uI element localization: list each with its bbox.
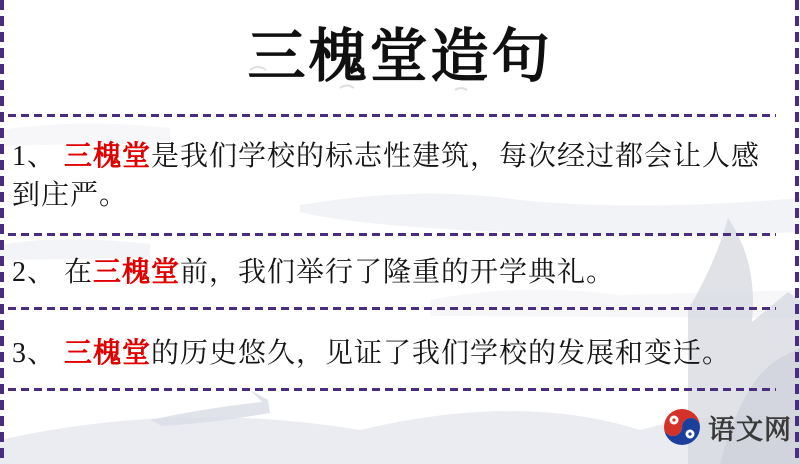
sentence-3 xyxy=(0,310,800,388)
yuwen-logo[interactable] xyxy=(662,407,792,447)
left-dashed-border xyxy=(0,0,4,464)
sentence-2 xyxy=(0,236,800,307)
sentence-2-keyword: 三槐堂 xyxy=(93,257,181,288)
logo-text: 语文网 xyxy=(708,414,792,445)
sentence-3-number: 3、 xyxy=(12,338,57,369)
title-row xyxy=(0,0,800,114)
page-title: 三槐堂造句 xyxy=(247,24,553,89)
sentence-1-text: 是我们学校的标志性建筑，每次经过都会让人感到庄严。 xyxy=(12,141,761,211)
sentence-1 xyxy=(0,117,800,233)
sentence-2-text: 前，我们举行了隆重的开学典礼。 xyxy=(180,257,616,288)
yinyang-fish-logo-icon xyxy=(662,407,702,447)
sentence-1-keyword: 三槐堂 xyxy=(64,141,152,172)
sentence-1-number: 1、 xyxy=(12,141,57,172)
sentence-3-text: 的历史悠久，见证了我们学校的发展和变迁。 xyxy=(151,338,732,369)
right-dashed-border xyxy=(795,0,799,464)
sentence-3-keyword: 三槐堂 xyxy=(64,338,152,369)
sentence-2-pre: 在 xyxy=(64,257,94,288)
footer xyxy=(0,391,800,464)
sentence-2-number: 2、 xyxy=(12,257,57,288)
